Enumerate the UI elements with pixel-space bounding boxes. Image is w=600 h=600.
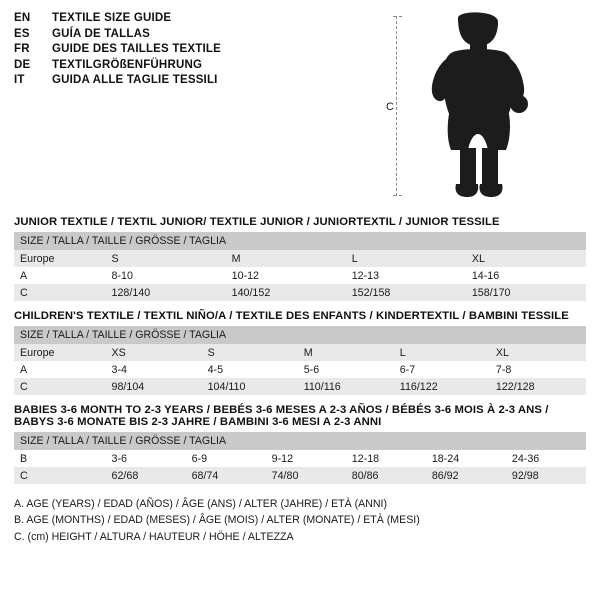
cell: 4-5 [202,361,298,378]
row-label: C [14,378,106,395]
section-junior-textile [14,216,586,301]
language-row [14,59,221,75]
size-sections [14,216,586,484]
cell: 18-24 [426,450,506,467]
table-row [14,344,586,361]
cell: M [226,250,346,267]
cell: 10-12 [226,267,346,284]
cell: 104/110 [202,378,298,395]
table-band-row [14,232,586,250]
language-code: DE [14,58,31,71]
cell: 6-9 [186,450,266,467]
table-row [14,267,586,284]
row-label: Europe [14,344,106,361]
row-label: B [14,450,106,467]
measurement-figure [382,12,552,202]
table-row [14,284,586,301]
cell: S [106,250,226,267]
cell: 8-10 [106,267,226,284]
language-code: EN [14,12,31,24]
cell: XL [490,344,586,361]
row-label: C [14,467,106,484]
language-row [14,43,221,59]
language-row [14,28,221,44]
language-row [14,12,221,28]
language-title: GUÍA DE TALLAS [52,27,150,40]
cell: 74/80 [266,467,346,484]
table-row [14,450,586,467]
section-title: CHILDREN'S TEXTILE / TEXTIL NIÑO/A / TEXTILE DES ENFANTS / KINDERTEXTIL / BAMBINI TESSILE [14,310,569,322]
table-row [14,467,586,484]
language-title: TEXTILE SIZE GUIDE [52,12,172,24]
cell: 12-13 [346,267,466,284]
cell: M [298,344,394,361]
cell: 62/68 [106,467,186,484]
section-babies-textile [14,404,586,484]
language-title: GUIDE DES TAILLES TEXTILE [52,43,221,55]
cell: 116/122 [394,378,490,395]
table-band-row [14,432,586,450]
row-label: C [14,284,106,301]
cell: XL [466,250,586,267]
language-code: ES [14,27,30,40]
row-label: Europe [14,250,106,267]
section-title: BABIES 3-6 MONTH TO 2-3 YEARS / BEBÉS 3-6 MESES A 2-3 AÑOS / BÉBÉS 3-6 MOIS À 2-3 ANS / BABYS 3-6 MONATE BIS 2-3 JAHRE / BAMBINI 3-6 MESI A 2-3 ANNI [14,404,549,428]
cell: 3-4 [106,361,202,378]
legend-item-height: C. (cm) HEIGHT / ALTURA / HAUTEUR / HÖHE / ALTEZZA [14,530,294,543]
baby-silhouette-icon [418,12,538,202]
language-code: FR [14,43,30,55]
cell: 12-18 [346,450,426,467]
cell: 24-36 [506,450,586,467]
cell: 122/128 [490,378,586,395]
row-label: A [14,361,106,378]
cell: 158/170 [466,284,586,301]
cell: 68/74 [186,467,266,484]
cell: 5-6 [298,361,394,378]
cell: 9-12 [266,450,346,467]
language-title: TEXTILGRÖßENFÜHRUNG [52,58,203,71]
size-band-label: SIZE / TALLA / TAILLE / GRÖSSE / TAGLIA [14,232,586,250]
section-childrens-textile [14,310,586,395]
size-table-junior [14,232,586,301]
language-title: GUIDA ALLE TAGLIE TESSILI [52,74,218,86]
header [14,12,586,202]
row-label: A [14,267,106,284]
legend [14,496,586,545]
table-row [14,250,586,267]
table-row [14,378,586,395]
language-title-list [14,12,221,90]
cell: L [346,250,466,267]
cell: 98/104 [106,378,202,395]
cell: 110/116 [298,378,394,395]
height-dimension-line [396,16,397,196]
cell: XS [106,344,202,361]
language-row [14,74,221,90]
height-dimension-label: C [386,101,394,113]
cell: S [202,344,298,361]
size-table-babies [14,432,586,484]
legend-item-age-years: A. AGE (YEARS) / EDAD (AÑOS) / ÂGE (ANS) / ALTER (JAHRE) / ETÀ (ANNI) [14,498,387,510]
language-code: IT [14,74,25,86]
section-title: JUNIOR TEXTILE / TEXTIL JUNIOR/ TEXTILE JUNIOR / JUNIORTEXTIL / JUNIOR TESSILE [14,216,500,228]
size-band-label: SIZE / TALLA / TAILLE / GRÖSSE / TAGLIA [14,326,586,344]
cell: 6-7 [394,361,490,378]
size-table-children [14,326,586,395]
cell: 86/92 [426,467,506,484]
cell: 7-8 [490,361,586,378]
cell: 140/152 [226,284,346,301]
cell: 92/98 [506,467,586,484]
cell: 14-16 [466,267,586,284]
cell: L [394,344,490,361]
cell: 128/140 [106,284,226,301]
cell: 80/86 [346,467,426,484]
size-band-label: SIZE / TALLA / TAILLE / GRÖSSE / TAGLIA [14,432,586,450]
cell: 3-6 [106,450,186,467]
table-band-row [14,326,586,344]
legend-item-age-months: B. AGE (MONTHS) / EDAD (MESES) / ÂGE (MOIS) / ALTER (MONATE) / ETÀ (MESI) [14,514,420,527]
table-row [14,361,586,378]
cell: 152/158 [346,284,466,301]
